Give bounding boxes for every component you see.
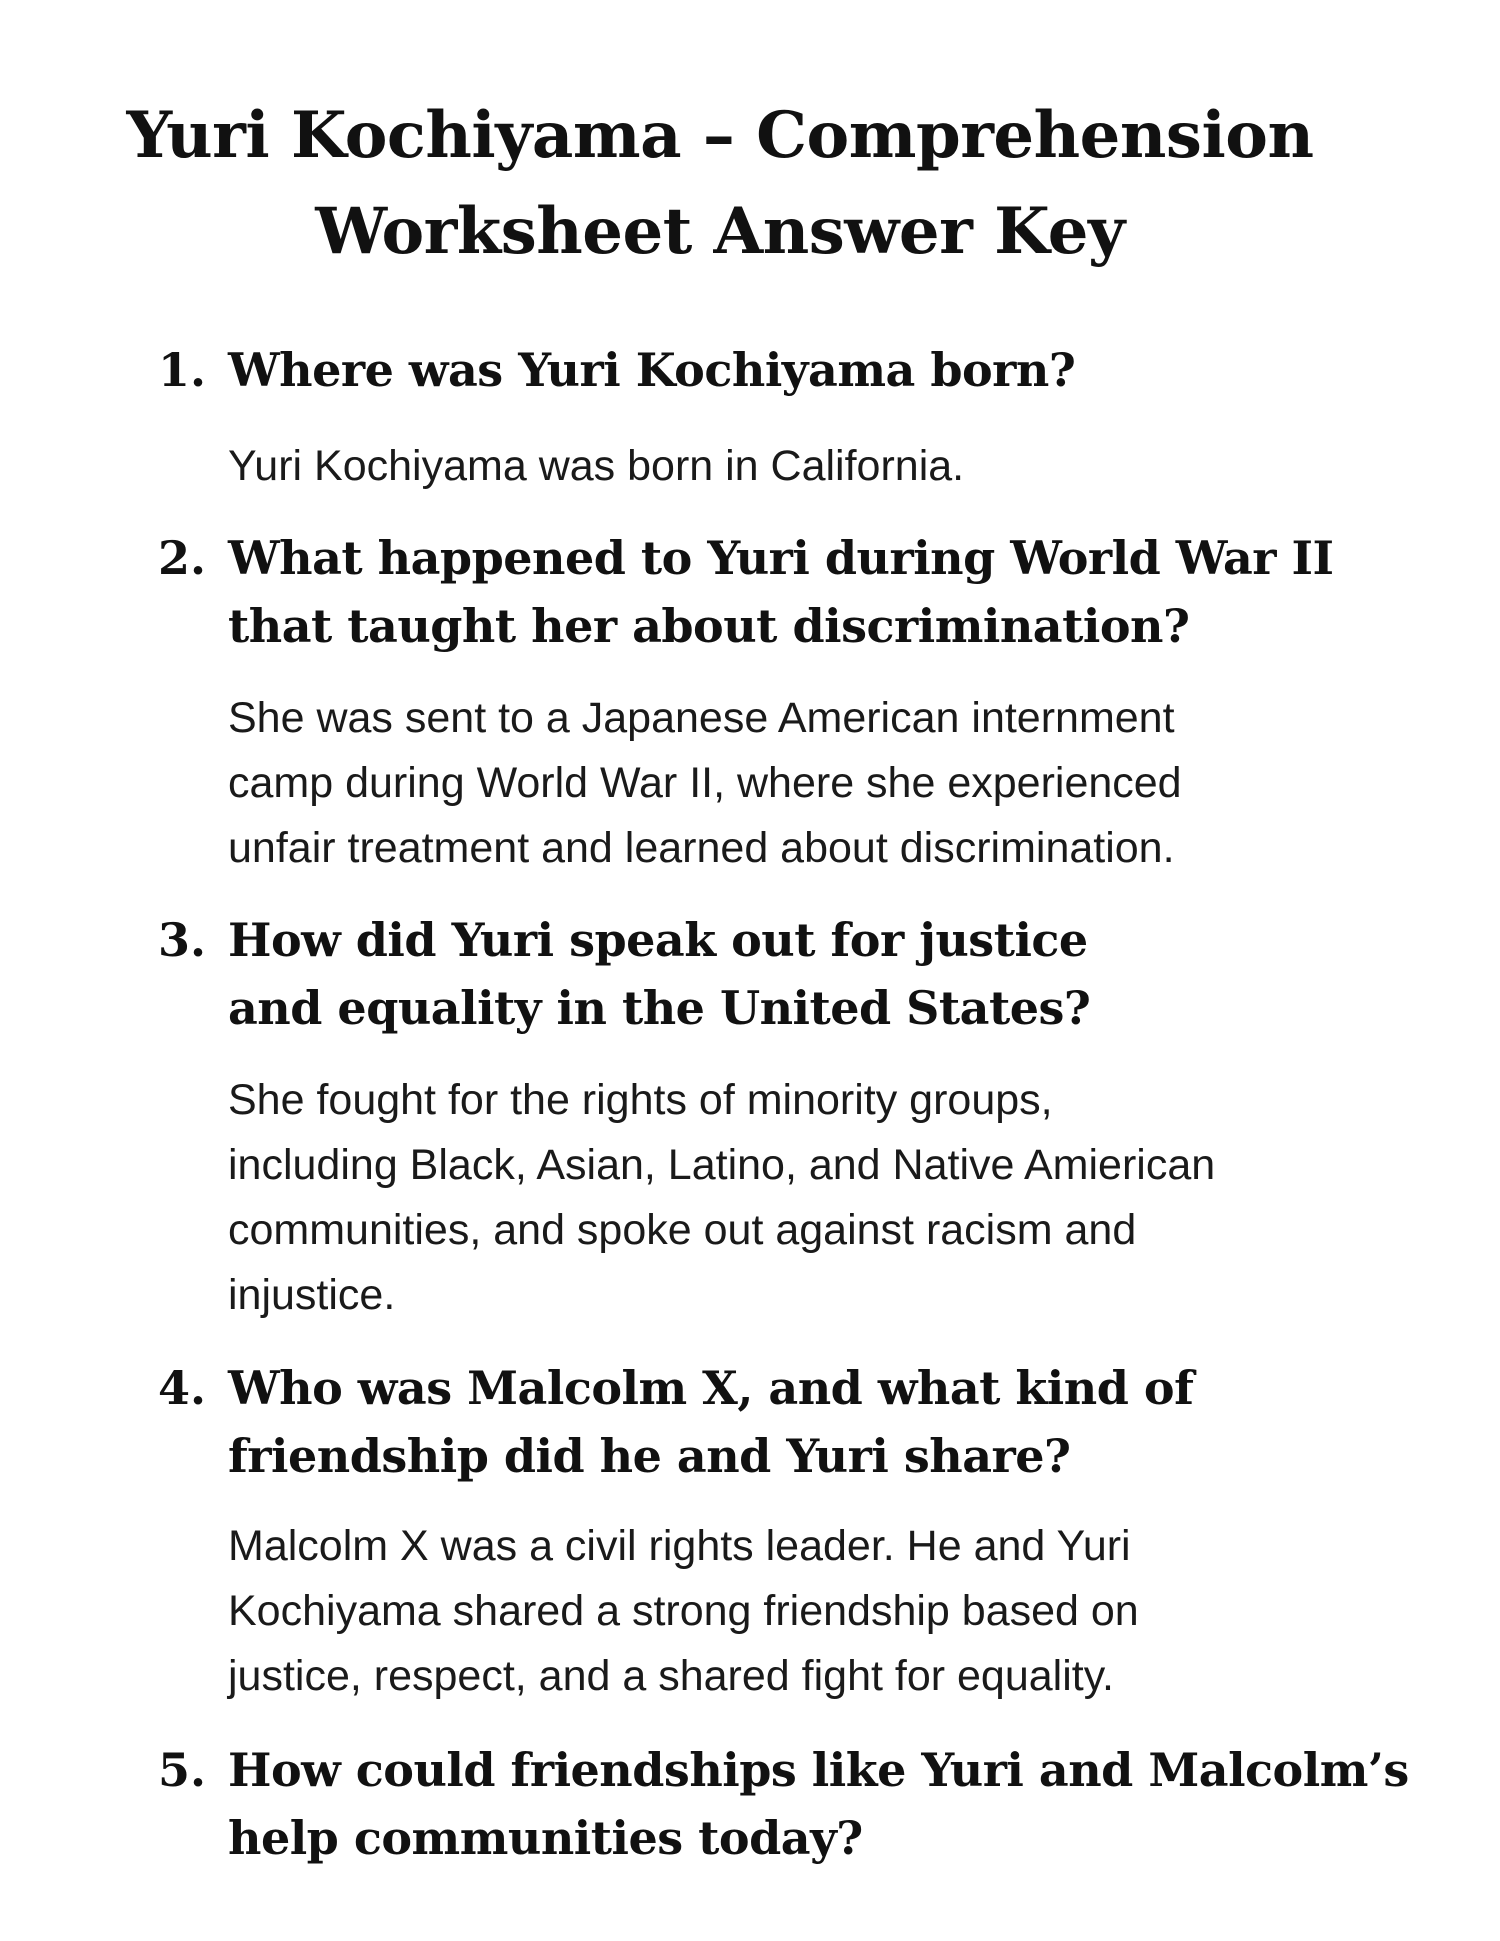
answer-line: Kochiyama shared a strong friendship based on: [228, 1587, 1139, 1635]
question-line: help communities today?: [228, 1811, 863, 1865]
answer-text: [228, 1514, 1428, 1709]
answer-text: [228, 1068, 1428, 1328]
answer-line: injustice.: [228, 1271, 396, 1319]
answer-line: communities, and spoke out against racism and: [228, 1206, 1137, 1254]
title-line-2: Worksheet Answer Key: [315, 194, 1125, 269]
question-text: [228, 906, 1428, 1042]
question-line: Where was Yuri Kochiyama born?: [228, 343, 1076, 397]
question-number: 1.: [158, 343, 207, 397]
answer-text: [228, 434, 1428, 499]
answer-line: Yuri Kochiyama was born in California.: [228, 442, 965, 490]
answer-line: justice, respect, and a shared fight for equality.: [228, 1652, 1114, 1700]
question-text: [228, 524, 1428, 660]
answer-line: Malcolm X was a civil rights leader. He and Yuri: [228, 1522, 1131, 1570]
answer-line: She fought for the rights of minority groups,: [228, 1076, 1053, 1124]
question-number: 2.: [158, 531, 207, 585]
question-number: 5.: [158, 1743, 207, 1797]
question-line: Who was Malcolm X, and what kind of: [228, 1361, 1194, 1415]
page-title: [100, 88, 1340, 280]
question-text: [228, 1736, 1428, 1872]
answer-line: camp during World War II, where she experienced: [228, 759, 1182, 807]
answer-line: unfair treatment and learned about discrimination.: [228, 824, 1175, 872]
question-line: How did Yuri speak out for justice: [228, 913, 1088, 967]
question-line: How could friendships like Yuri and Malcolm’s: [228, 1743, 1409, 1797]
question-line: and equality in the United States?: [228, 981, 1091, 1035]
answer-line: including Black, Asian, Latino, and Native Amierican: [228, 1141, 1216, 1189]
question-number: 3.: [158, 913, 207, 967]
question-line: that taught her about discrimination?: [228, 599, 1190, 653]
title-line-1: Yuri Kochiyama – Comprehension: [126, 98, 1314, 173]
question-line: What happened to Yuri during World War II: [228, 531, 1334, 585]
question-line: friendship did he and Yuri share?: [228, 1429, 1071, 1483]
question-text: [228, 1354, 1428, 1490]
question-text: [228, 336, 1428, 404]
question-number: 4.: [158, 1361, 207, 1415]
answer-text: [228, 686, 1428, 881]
answer-line: She was sent to a Japanese American internment: [228, 694, 1175, 742]
